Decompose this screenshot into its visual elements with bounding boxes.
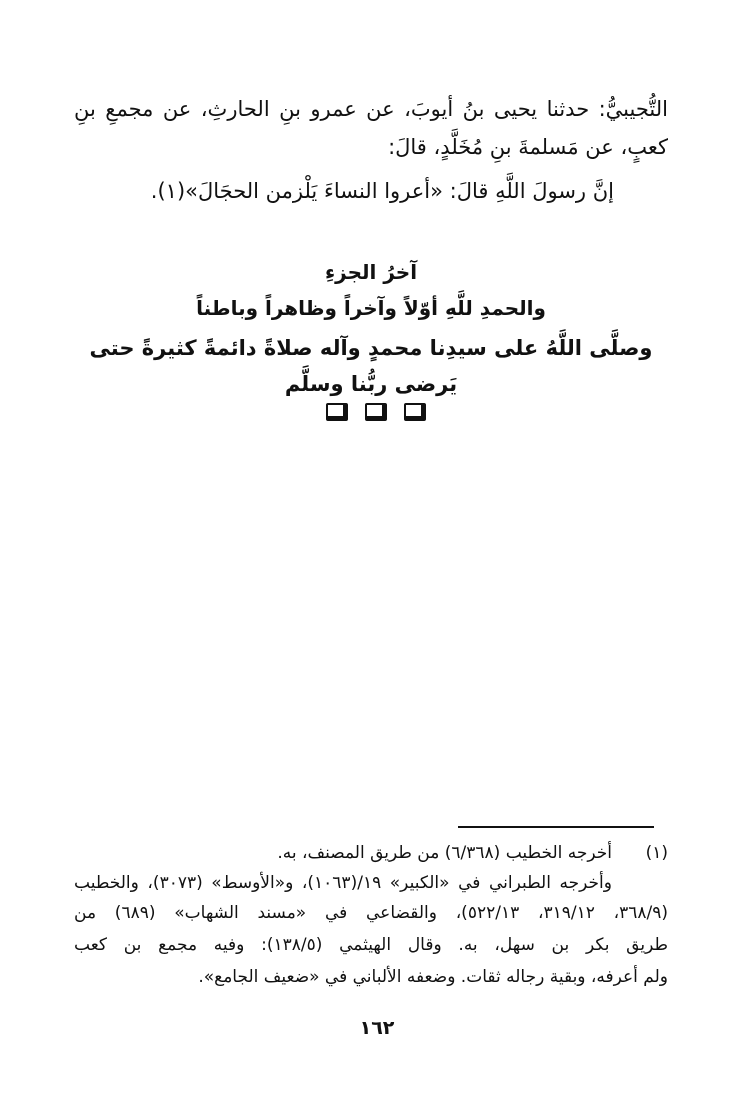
footnote-line-3: (٣٦٨/٩، ٣١٩/١٢، ٥٢٢/١٣)، والقضاعي في «مسند الشهاب» (٦٨٩) من [74, 903, 669, 923]
page-number: ١٦٢ [359, 1017, 395, 1039]
ornament-square-icon [326, 403, 348, 421]
hadith-text-line: إنَّ رسولَ اللَّهِ قالَ: «أعروا النساءَ يَلْزمن الحجَالَ»(١). [150, 179, 614, 203]
colophon-blessing-line: وصلَّى اللَّهُ على سيدِنا محمدٍ وآله صلاةً دائمةً كثيرةً حتى يَرضى ربُّنا وسلَّم [89, 336, 653, 396]
colophon-praise-line: والحمدِ للَّهِ أوّلاً وآخراً وظاهراً وباطناً [196, 296, 546, 320]
colophon-end-of-part: آخرُ الجزءِ [324, 260, 418, 284]
footnote-line-4: طريق بكر بن سهل، به. وقال الهيثمي (١٣٨/٥): وفيه مجمع بن كعب [74, 935, 668, 955]
ornament-square-icon [404, 403, 426, 421]
main-text-line-2: كعبٍ، عن مَسلمةَ بنِ مُخَلَّدٍ، قالَ: [388, 135, 668, 159]
section-ornament [326, 403, 426, 427]
footnote-line-5: ولم أعرفه، وبقية رجاله ثقات. وضعفه الألباني في «ضعيف الجامع». [198, 967, 668, 987]
footnote-line-2: وأخرجه الطبراني في «الكبير» ١٩/(١٠٦٣)، و«الأوسط» (٣٠٧٣)، والخطيب [74, 873, 612, 893]
footnote-separator [458, 826, 654, 828]
footnote-number: (١) [645, 843, 668, 863]
main-text-line-1: التُّجيبيُّ: حدثنا يحيى بنُ أيوبَ، عن عمرو بنِ الحارثِ، عن مجمعِ بنِ [74, 97, 668, 121]
ornament-square-icon [365, 403, 387, 421]
footnote-text: أخرجه الخطيب (٦/٣٦٨) من طريق المصنف، به. [277, 843, 612, 863]
